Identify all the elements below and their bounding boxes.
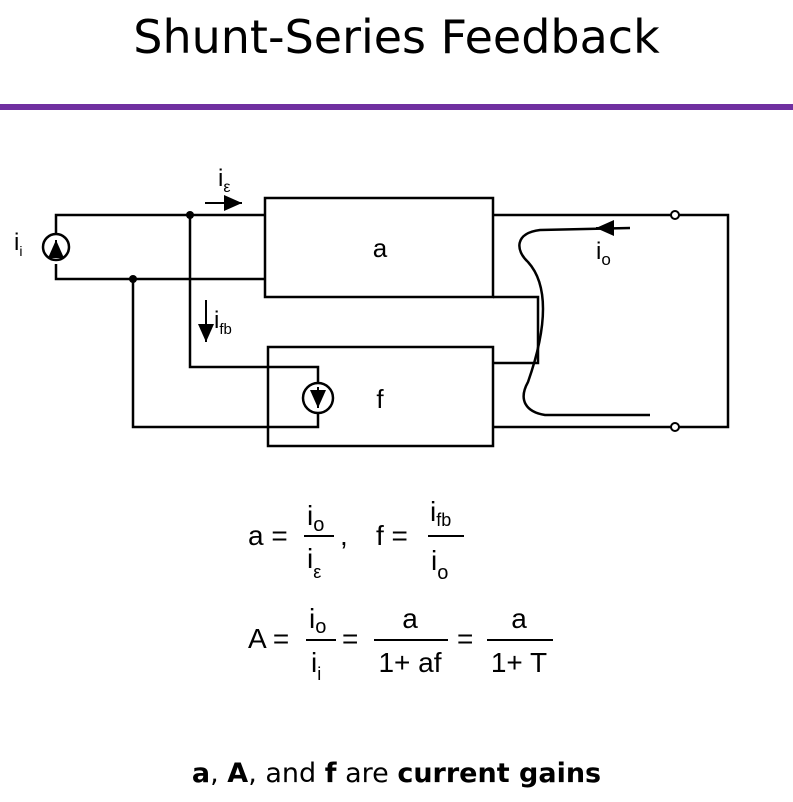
f-def-denominator: $i_o$ (431, 545, 449, 584)
feedback-wire-outer (133, 279, 318, 427)
output-wire-series (493, 297, 538, 363)
a-def-separator: , (340, 520, 348, 551)
output-terminal (671, 423, 679, 431)
closed-loop-frac3-denominator: 1+ T (490, 647, 548, 678)
closed-loop-frac2-numerator: a (402, 603, 418, 634)
f-def-lhs: f = (376, 520, 408, 551)
a-def-denominator: $i_\varepsilon$ (307, 543, 322, 582)
a-def-lhs: a = (248, 520, 288, 551)
input-wire-bottom (56, 264, 265, 279)
a-def-numerator: $i_o$ (307, 500, 325, 536)
closed-loop-equals-2: = (457, 623, 474, 654)
output-wire-top (493, 215, 728, 427)
feedback-current-label: $i_{fb}$ (214, 307, 232, 338)
equations (248, 496, 553, 684)
caption: a, A, and f are current gains (191, 758, 602, 789)
closed-loop-frac3-numerator: a (511, 603, 527, 634)
output-current-label: $i_o$ (596, 238, 611, 269)
closed-loop-denominator: $i_i$ (311, 647, 322, 684)
closed-loop-lhs: A = (248, 623, 290, 654)
f-def-numerator: ifb (430, 496, 452, 530)
junction-dot (129, 275, 137, 283)
input-current-label: $i_i$ (14, 229, 23, 259)
junction-dot (186, 211, 194, 219)
input-wire-top (56, 215, 265, 247)
block-f-label: f (376, 384, 384, 414)
error-current-label: $i_\varepsilon$ (218, 165, 231, 196)
page-title: Shunt-Series Feedback (133, 10, 660, 64)
block-a-label: a (372, 233, 388, 263)
closed-loop-frac2-denominator: 1+ af (378, 647, 442, 678)
closed-loop-numerator: io (309, 603, 327, 638)
closed-loop-equals-1: = (342, 623, 359, 654)
output-terminal (671, 211, 679, 219)
